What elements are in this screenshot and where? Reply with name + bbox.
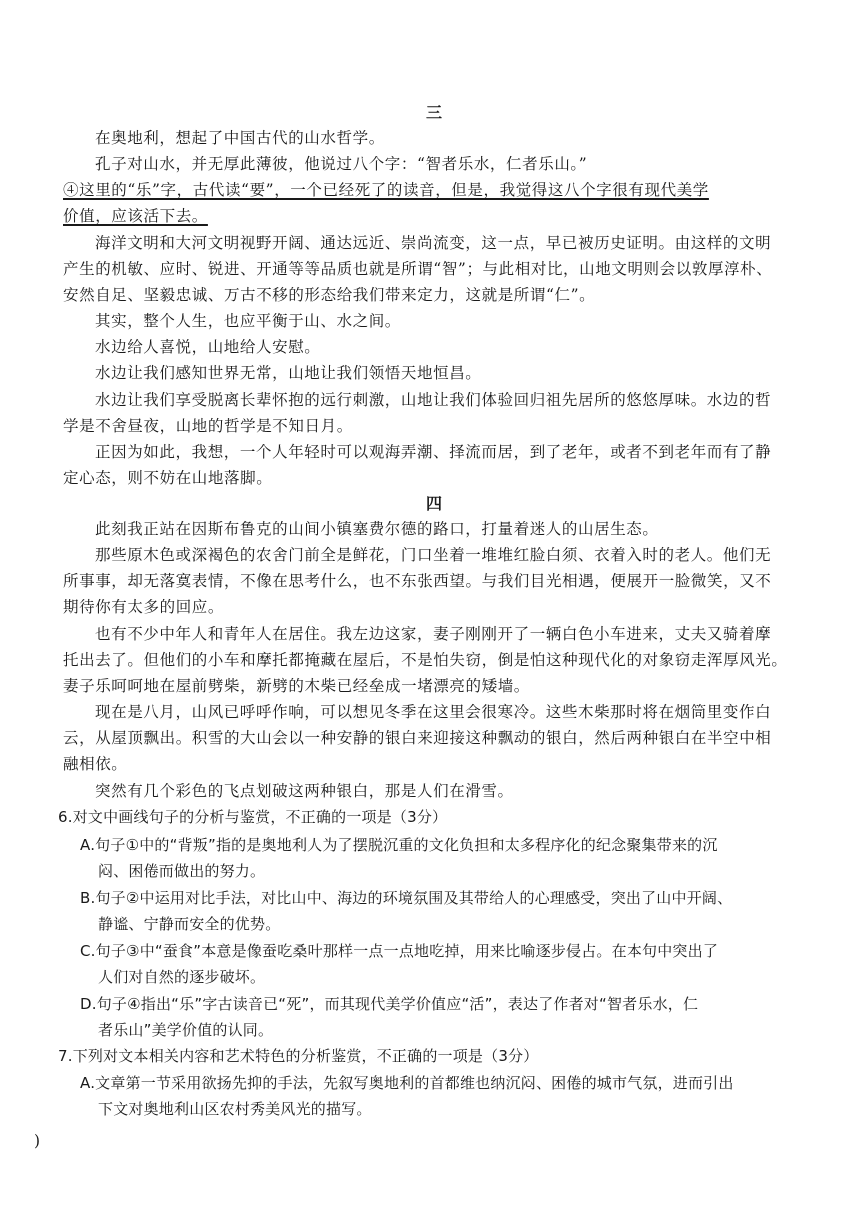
section-4-heading: 四 — [425, 494, 442, 513]
question-6-option-b-cont: 静谧、宁静而安全的优势。 — [98, 915, 281, 933]
paragraph-line: 水边让我们感知世界无常，山地让我们领悟天地恒昌。 — [95, 364, 482, 382]
question-7-stem: 7.下列对文本相关内容和艺术特色的分析鉴赏，不正确的一项是（3分） — [58, 1047, 539, 1065]
question-6-option-d-cont: 者乐山”美学价值的认同。 — [98, 1021, 274, 1039]
margin-mark: ) — [34, 1132, 41, 1150]
question-7-option-a: A.文章第一节采用欲扬先抑的手法，先叙写奥地利的首都维也纳沉闷、困倦的城市气氛，进而引出 — [80, 1074, 734, 1092]
paragraph-line: 期待你有太多的回应。 — [63, 598, 225, 616]
paragraph-line: 安然自足、坚毅忠诚、万古不移的形态给我们带来定力，这就是所谓“仁”。 — [63, 286, 596, 304]
question-6-option-c-cont: 人们对自然的逐步破坏。 — [98, 968, 266, 986]
paragraph-line: 融相依。 — [63, 755, 128, 773]
paragraph-line: 孔子对山水，并无厚此薄彼，他说过八个字：“智者乐水，仁者乐山。” — [95, 155, 588, 173]
underlined-sentence-4-cont: 价值，应该活下去。 — [63, 207, 208, 225]
question-6-option-d: D.句子④指出“乐”字古读音已“死”，而其现代美学价值应“活”，表达了作者对“智者乐水，仁 — [80, 995, 699, 1013]
question-6-option-b: B.句子②中运用对比手法，对比山中、海边的环境氛围及其带给人的心理感受，突出了山中开阔、 — [80, 889, 733, 907]
paragraph-line: 海洋文明和大河文明视野开阔、通达远近、崇尚流变，这一点，早已被历史证明。由这样的文明 — [95, 234, 772, 252]
paragraph-line: 现在是八月，山风已呼呼作响，可以想见冬季在这里会很寒冷。这些木柴那时将在烟筒里变作白 — [95, 703, 772, 721]
paragraph-line: 也有不少中年人和青年人在居住。我左边这家，妻子刚刚开了一辆白色小车进来，丈夫又骑着摩 — [95, 625, 772, 643]
question-6-stem: 6.对文中画线句子的分析与鉴赏，不正确的一项是（3分） — [58, 808, 448, 826]
paragraph-line: 正因为如此，我想，一个人年轻时可以观海弄潮、择流而居，到了老年，或者不到老年而有了静 — [95, 443, 772, 461]
question-6-option-a-cont: 闷、困倦而做出的努力。 — [98, 862, 266, 880]
paragraph-line: 托出去了。但他们的小车和摩托都掩藏在屋后，不是怕失窃，倒是怕这种现代化的对象窃走浑厚风光。 — [63, 651, 788, 669]
paragraph-line: 水边给人喜悦，山地给人安慰。 — [95, 338, 321, 356]
question-6-option-a: A.句子①中的“背叛”指的是奥地利人为了摆脱沉重的文化负担和太多程序化的纪念聚集带来的沉 — [80, 836, 718, 854]
paragraph-line: 产生的机敏、应时、锐进、开通等等品质也就是所谓“智”；与此相对比，山地文明则会以敦厚淳朴、 — [63, 260, 773, 278]
paragraph-line: 那些原木色或深褐色的农舍门前全是鲜花，门口坐着一堆堆红脸白须、衣着入时的老人。他们无 — [95, 546, 772, 564]
paragraph-line: 此刻我正站在因斯布鲁克的山间小镇塞费尔德的路口，打量着迷人的山居生态。 — [95, 520, 659, 538]
paragraph-line: 学是不舍昼夜，山地的哲学是不知日月。 — [63, 417, 353, 435]
paragraph-line: 定心态，则不妨在山地落脚。 — [63, 469, 273, 487]
paragraph-line: 所事事，却无落寞表情，不像在思考什么，也不东张西望。与我们目光相遇，便展开一脸微笑，又不 — [63, 572, 772, 590]
paragraph-line: 云，从屋顶飘出。积雪的大山会以一种安静的银白来迎接这种飘动的银白，然后两种银白在半空中相 — [63, 729, 772, 747]
section-3-heading: 三 — [425, 103, 442, 122]
paragraph-line: 突然有几个彩色的飞点划破这两种银白，那是人们在滑雪。 — [95, 782, 514, 800]
question-6-option-c: C.句子③中“蚕食”本意是像蚕吃桑叶那样一点一点地吃掉，用来比喻逐步侵占。在本句中突出了 — [80, 942, 719, 960]
paragraph-line: 其实，整个人生，也应平衡于山、水之间。 — [95, 312, 401, 330]
paragraph-line: 水边让我们享受脱离长辈怀抱的远行刺激，山地让我们体验回归祖先居所的悠悠厚味。水边的哲 — [95, 391, 772, 409]
paragraph-line: 妻子乐呵呵地在屋前劈柴，新劈的木柴已经垒成一堵漂亮的矮墙。 — [63, 677, 530, 695]
underlined-sentence-4: ④这里的“乐”字，古代读“要”，一个已经死了的读音，但是，我觉得这八个字很有现代美学 — [63, 181, 709, 199]
paragraph-line: 在奥地利，想起了中国古代的山水哲学。 — [95, 129, 385, 147]
question-7-option-a-cont: 下文对奥地利山区农村秀美风光的描写。 — [98, 1100, 372, 1118]
